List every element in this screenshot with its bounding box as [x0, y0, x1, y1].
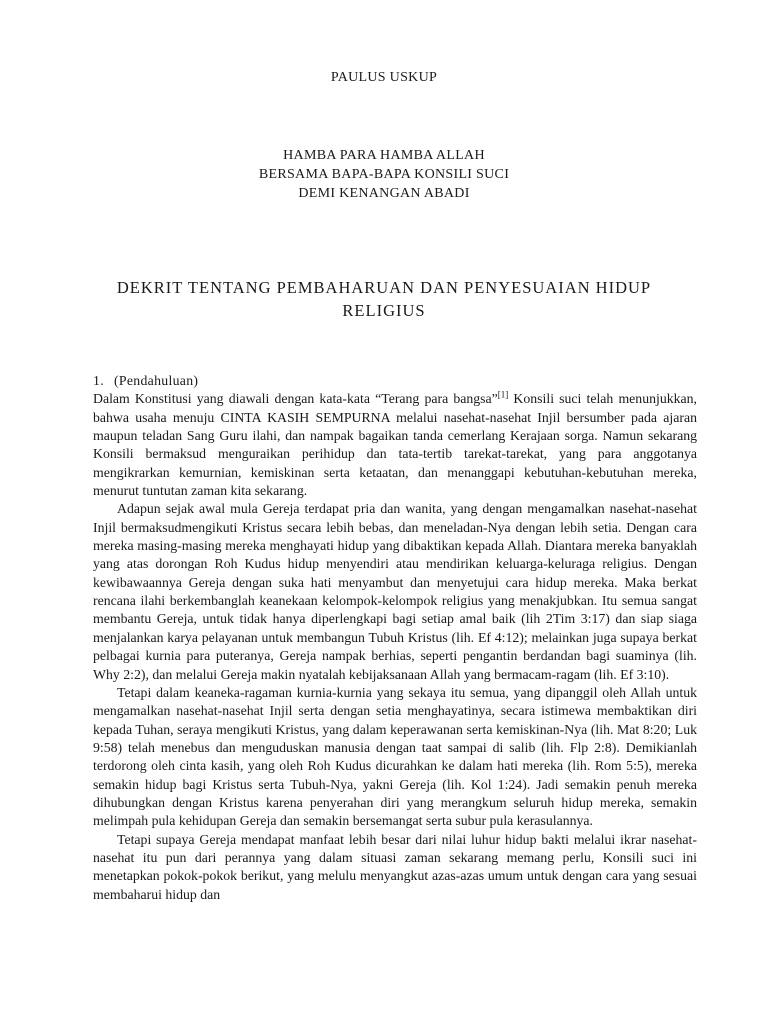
- title-line: RELIGIUS: [342, 301, 426, 320]
- paragraph: Adapun sejak awal mula Gereja terdapat pria dan wanita, yang dengan mengamalkan nasehat-nasehat Injil bermaksudmengikuti Kristus secara lebih bebas, dan meneladan-Nya dengan lebih setia. Dengan cara mereka masing-masing mereka menghayati hidup yang dibaktikan kepada Allah. Diantara mereka banyaklah yang atas dorongan Roh Kudus hidup menyendiri atau mendirikan keluarga-keluraga religius. Dengan kewibawaannya Gereja dengan suka hati menyambut dan menyetujui cara hidup mereka. Maka berkat rencana ilahi berkembanglah keanekaan kelompok-kelompok religius yang menakjubkan. Itu semua sangat membantu Gereja, untuk tidak hanya diperlengkapi bagi setiap amal baik (lih 2Tim 3:17) dan siap siaga menjalankan karya pelayanan untuk membangun Tubuh Kristus (lih. Ef 4:12); melainkan juga supaya berkat pelbagai kurnia para puteranya, Gereja nampak berhias, seperti pengantin berdandan bagi suaminya (lih. Why 2:2), dan melalui Gereja makin nyatalah kebijaksanaan Allah yang bermacam-ragam (lih. Ef 3:10).: [93, 501, 697, 682]
- paragraph-text: Dalam Konstitusi yang diawali dengan kata-kata “Terang para bangsa”: [93, 391, 498, 407]
- paragraph: Tetapi dalam keaneka-ragaman kurnia-kurnia yang sekaya itu semua, yang dipanggil oleh Allah untuk mengamalkan nasehat-nasehat Injil serta dengan setia menghayatinya, secara istimewa membaktikan diri kepada Tuhan, seraya mengikuti Kristus, yang dalam keperawanan serta kemiskinan-Nya (lih. Mat 8:20; Luk 9:58) telah menebus dan menguduskan manusia dengan taat sampai di salib (lih. Flp 2:8). Demikianlah terdorong oleh cinta kasih, yang oleh Roh Kudus dicurahkan ke dalam hati mereka (lih. Rom 5:5), mereka semakin hidup bagi Kristus serta Tubuh-Nya, yakni Gereja (lih. Kol 1:24). Jadi semakin penuh mereka dihubungkan dengan Kristus karena penyerahan diri yang merangkum seluruh hidup mereka, semakin melimpah pula kehidupan Gereja dan semakin bersemangat serta subur pula kerasulannya.: [93, 684, 697, 829]
- document-body: [93, 372, 697, 904]
- title-line: DEKRIT TENTANG PEMBAHARUAN DAN PENYESUAIAN HIDUP: [116, 278, 652, 297]
- section-number: 1.: [93, 373, 104, 388]
- paragraph-text: Konsili suci telah menunjukkan, bahwa usaha menuju CINTA KASIH SEMPURNA melalui nasehat-nasehat Injil bersumber pada ajaran maupun teladan Sang Guru ilahi, dan nampak bagaikan tanda cemerlang Kerajaan sorga. Namun sekarang Konsili bermaksud menguraikan perihidup dan tata-tertib tarekat-tarekat, yang para anggotanya mengikrarkan kemurnian, kemiskinan serta ketaatan, dan menanggapi kebutuhan-kebutuhan mereka, menurut tuntutan zaman kita sekarang.: [93, 391, 697, 499]
- paragraph: [93, 390, 697, 500]
- greeting-line: DEMI KENANGAN ABADI: [298, 186, 470, 201]
- bishop-heading: PAULUS USKUP: [330, 70, 438, 85]
- greeting-line: BERSAMA BAPA-BAPA KONSILI SUCI: [258, 167, 510, 182]
- greeting-block: [0, 146, 768, 203]
- paragraph: Tetapi supaya Gereja mendapat manfaat lebih besar dari nilai luhur hidup bakti melalui ikrar nasehat-nasehat itu pun dari perannya yang dalam situasi zaman sekarang memang perlu, Konsili suci ini menetapkan pokok-pokok berikut, yang melulu menyangkut azas-azas umum untuk dengan cara yang sesuai membaharui hidup dan: [93, 831, 697, 902]
- footnote-ref[interactable]: [1]: [497, 389, 509, 400]
- greeting-line: HAMBA PARA HAMBA ALLAH: [283, 148, 485, 163]
- section-title: (Pendahuluan): [113, 373, 199, 388]
- section-heading: [93, 372, 697, 390]
- document-title: [70, 276, 698, 322]
